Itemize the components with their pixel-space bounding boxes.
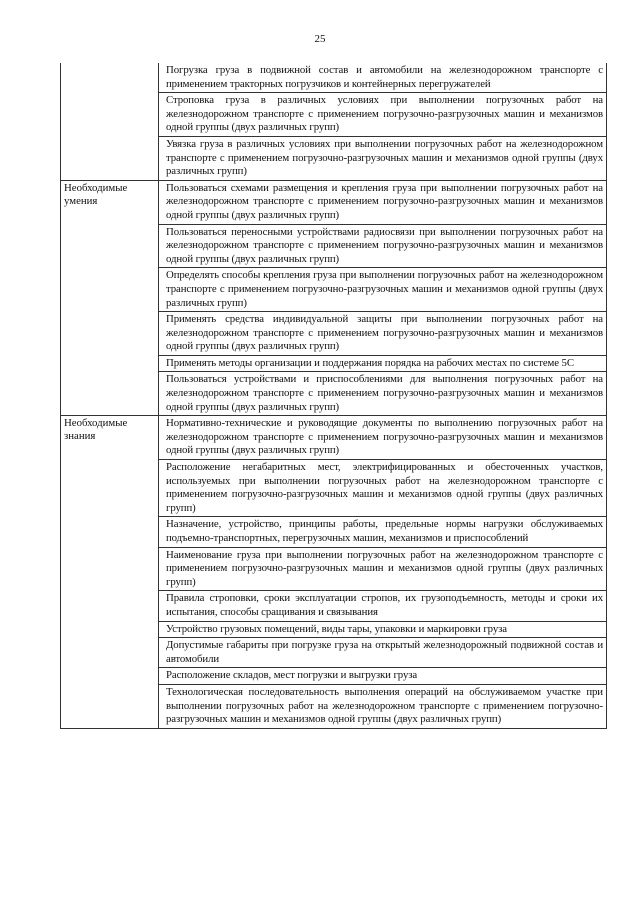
section-items — [159, 181, 607, 416]
section-necessary-skills — [61, 180, 607, 416]
table-row: Расположение складов, мест погрузки и выгрузки груза — [159, 667, 607, 684]
table-row: Пользоваться схемами размещения и крепления груза при выполнении погрузочных работ на железнодорожном транспорте с применением погрузочно-разгрузочных машин и механизмов одной группы (двух различных групп) — [159, 181, 607, 224]
table-row: Определять способы крепления груза при выполнении погрузочных работ на железнодорожном транспорте с применением погрузочно-разгрузочных машин и механизмов одной группы (двух различных групп) — [159, 267, 607, 311]
table-row: Применять средства индивидуальной защиты при выполнении погрузочных работ на железнодорожном транспорте с применением погрузочно-разгрузочных машин и механизмов одной группы (двух различных групп) — [159, 311, 607, 355]
table-row: Применять методы организации и поддержания порядка на рабочих местах по системе 5С — [159, 355, 607, 372]
table-row: Правила строповки, сроки эксплуатации стропов, их грузоподъемность, методы и сроки их испытания, способы сращивания и связывания — [159, 590, 607, 620]
section-label: Необходимые умения — [61, 181, 159, 416]
table-bottom-border — [61, 728, 607, 729]
table-row: Назначение, устройство, принципы работы, предельные нормы нагрузки обслуживаемых подъемно-транспортных, перегрузочных машин, механизмов и приспособлений — [159, 516, 607, 546]
table-row: Погрузка груза в подвижной состав и автомобили на железнодорожном транспорте с применением тракторных погрузчиков и контейнерных перегружателей — [159, 63, 607, 92]
section-label: Необходимые знания — [61, 416, 159, 727]
table-row: Технологическая последовательность выполнения операций на обслуживаемом участке при выполнении погрузочных работ на железнодорожном транспорте с применением погрузочно-разгрузочных машин и механизмов одной группы (двух различных групп) — [159, 684, 607, 728]
requirements-table — [60, 63, 607, 729]
section-label — [61, 63, 159, 180]
table-row: Строповка груза в различных условиях при выполнении погрузочных работ на железнодорожном транспорте с применением погрузочно-разгрузочных машин и механизмов одной группы (двух различных групп) — [159, 92, 607, 136]
table-row: Допустимые габариты при погрузке груза на открытый железнодорожный подвижной состав и автомобили — [159, 637, 607, 667]
table-row: Пользоваться переносными устройствами радиосвязи при выполнении погрузочных работ на железнодорожном транспорте с применением погрузочно-разгрузочных машин и механизмов одной группы (двух различных групп) — [159, 224, 607, 268]
table-row: Увязка груза в различных условиях при выполнении погрузочных работ на железнодорожном транспорте с применением погрузочно-разгрузочных машин и механизмов одной группы (двух различных групп) — [159, 136, 607, 180]
section-items — [159, 416, 607, 727]
table-row: Расположение негабаритных мест, электрифицированных и обесточенных участков, используемых при выполнении погрузочных работ на железнодорожном транспорте с применением погрузочно-разгрузочных машин и механизмов одной группы (двух различных групп) — [159, 459, 607, 516]
table-row: Нормативно-технические и руководящие документы по выполнению погрузочных работ на железнодорожном транспорте с применением погрузочно-разгрузочных машин и механизмов одной группы (двух различных групп) — [159, 416, 607, 459]
table-row: Наименование груза при выполнении погрузочных работ на железнодорожном транспорте с применением погрузочно-разгрузочных машин и механизмов одной группы (двух различных групп) — [159, 547, 607, 591]
table-row: Устройство грузовых помещений, виды тары, упаковки и маркировки груза — [159, 621, 607, 638]
table-row: Пользоваться устройствами и приспособлениями для выполнения погрузочных работ на железнодорожном транспорте с применением погрузочно-разгрузочных машин и механизмов одной группы (двух различных групп) — [159, 371, 607, 415]
section-items — [159, 63, 607, 180]
page-number: 25 — [314, 33, 326, 45]
section-labor-actions — [61, 63, 607, 180]
section-necessary-knowledge — [61, 415, 607, 727]
